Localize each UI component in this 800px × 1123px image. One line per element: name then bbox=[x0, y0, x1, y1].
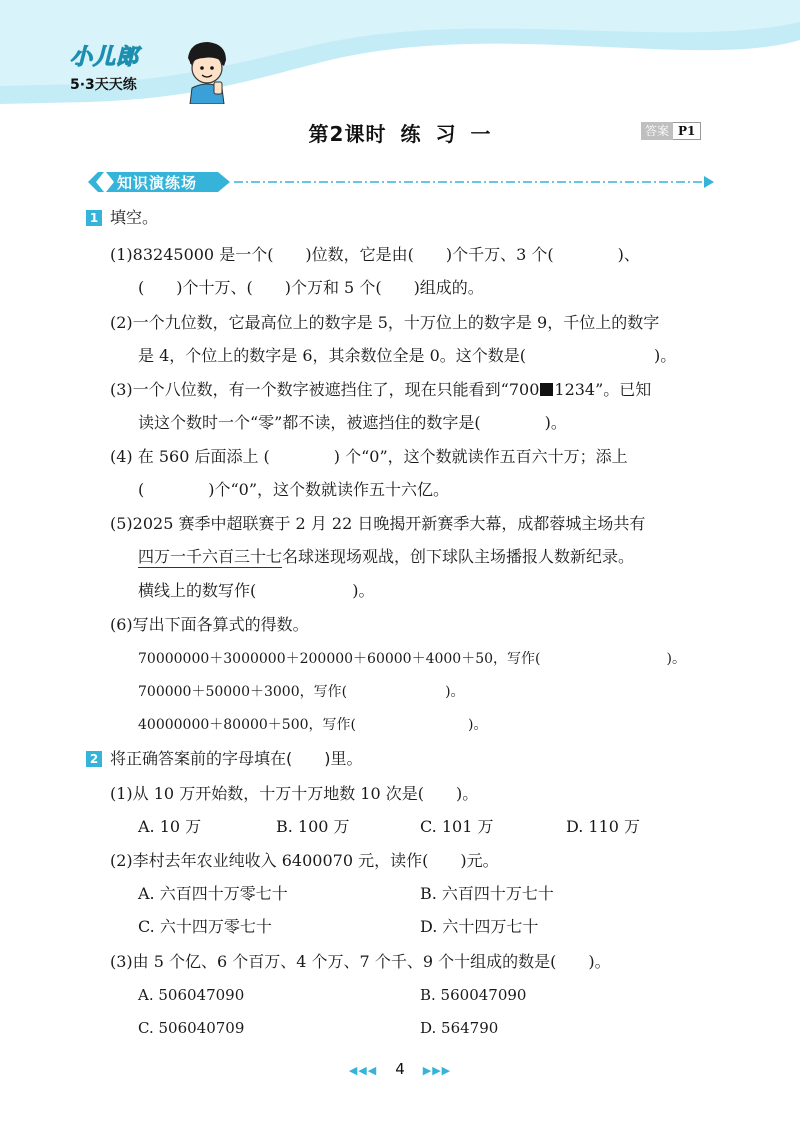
title-char-3: 一 bbox=[470, 122, 492, 146]
brand-name: 小儿郎 bbox=[70, 45, 140, 70]
q2-item-2-stem: (2)李村去年农业纯收入 6400070 元，读作( )元。 bbox=[110, 851, 499, 870]
title-char-2: 习 bbox=[435, 122, 457, 146]
page-number: 4 bbox=[395, 1060, 405, 1078]
boy-mascot-icon bbox=[180, 38, 232, 104]
next-arrows-icon: ▶▶▶ bbox=[422, 1064, 452, 1077]
q1-line-12: (6)写出下面各算式的得数。 bbox=[110, 615, 309, 634]
lesson-number: 第2课时 bbox=[308, 122, 387, 146]
question-number-1: 1 bbox=[86, 210, 102, 226]
answer-reference bbox=[641, 122, 701, 140]
q2-item-1-stem: (1)从 10 万开始数，十万十万地数 10 次是( )。 bbox=[110, 784, 479, 803]
prev-arrows-icon: ◀◀◀ bbox=[348, 1064, 378, 1077]
q2-item-3-option-c: C. 506040709 bbox=[138, 1019, 245, 1037]
answer-label: 答案 bbox=[641, 122, 673, 140]
q2-item-1-option-d: D. 110 万 bbox=[566, 817, 641, 836]
q2-item-1-option-b: B. 100 万 bbox=[276, 817, 350, 836]
hidden-digit-block bbox=[540, 383, 553, 396]
q2-item-2-option-c: C. 六十四万零七十 bbox=[138, 917, 272, 936]
q1-line-11: 横线上的数写作( )。 bbox=[138, 581, 375, 600]
q2-item-3-option-b: B. 560047090 bbox=[420, 986, 527, 1004]
title-char-1: 练 bbox=[400, 122, 422, 146]
q1-line-1: (1)83245000 是一个( )位数，它是由( )个千万、3 个( )、 bbox=[110, 245, 640, 264]
q1-line-9: (5)2025 赛季中超联赛于 2 月 22 日晚揭开新赛季大幕，成都蓉城主场共有 bbox=[110, 514, 646, 533]
q2-item-1-option-c: C. 101 万 bbox=[420, 817, 494, 836]
q1-calc-1: 70000000＋3000000＋200000＋60000＋4000＋50，写作( )。 bbox=[138, 651, 686, 667]
q1-line-3: (2)一个九位数，它最高位上的数字是 5，十万位上的数字是 9，千位上的数字 bbox=[110, 313, 660, 332]
answer-page: P1 bbox=[673, 122, 701, 140]
q1-line-4: 是 4，个位上的数字是 6，其余数位全是 0。这个数是( )。 bbox=[138, 346, 677, 365]
q2-item-2-option-a: A. 六百四十万零七十 bbox=[138, 884, 288, 903]
q1-line-7: (4) 在 560 后面添上 ( ) 个“0”，这个数就读作五百六十万；添上 bbox=[110, 447, 628, 466]
q1-line-6: 读这个数时一个“零”都不读，被遮挡住的数字是( )。 bbox=[138, 413, 567, 432]
q1-line-10-end: 名球迷现场观战，创下球队主场播报人数新纪录。 bbox=[282, 547, 635, 566]
q1-line-10 bbox=[138, 546, 634, 568]
question-2-heading: 将正确答案前的字母填在( )里。 bbox=[110, 749, 363, 768]
q1-line-8: ( )个“0”，这个数就读作五十六亿。 bbox=[138, 480, 450, 499]
brand-subtitle: 5·3天天练 bbox=[70, 77, 137, 93]
underlined-number-words: 四万一千六百三十七 bbox=[138, 547, 283, 566]
brand-logo bbox=[62, 38, 202, 108]
q2-item-2-option-d: D. 六十四万七十 bbox=[420, 917, 539, 936]
q2-item-3-option-a: A. 506047090 bbox=[138, 986, 245, 1004]
question-1-heading: 填空。 bbox=[110, 208, 159, 227]
q1-calc-3: 40000000＋80000＋500，写作( )。 bbox=[138, 717, 488, 733]
q2-item-2-option-b: B. 六百四十万七十 bbox=[420, 884, 554, 903]
q2-item-1-option-a: A. 10 万 bbox=[138, 817, 202, 836]
q1-line-2: ( )个十万、( )个万和 5 个( )组成的。 bbox=[138, 278, 484, 297]
q1-line-5 bbox=[110, 379, 651, 401]
q2-item-3-option-d: D. 564790 bbox=[420, 1019, 499, 1037]
q2-item-3-stem: (3)由 5 个亿、6 个百万、4 个万、7 个千、9 个十组成的数是( )。 bbox=[110, 952, 611, 971]
q1-calc-2: 700000＋50000＋3000，写作( )。 bbox=[138, 684, 465, 700]
section-title: 知识演练场 bbox=[117, 174, 198, 192]
question-number-2: 2 bbox=[86, 751, 102, 767]
page-footer bbox=[0, 1060, 800, 1078]
q1-line-5-start: (3)一个八位数，有一个数字被遮挡住了，现在只能看到“700 bbox=[110, 380, 540, 399]
q1-line-5-end: 1234”。已知 bbox=[554, 380, 652, 399]
